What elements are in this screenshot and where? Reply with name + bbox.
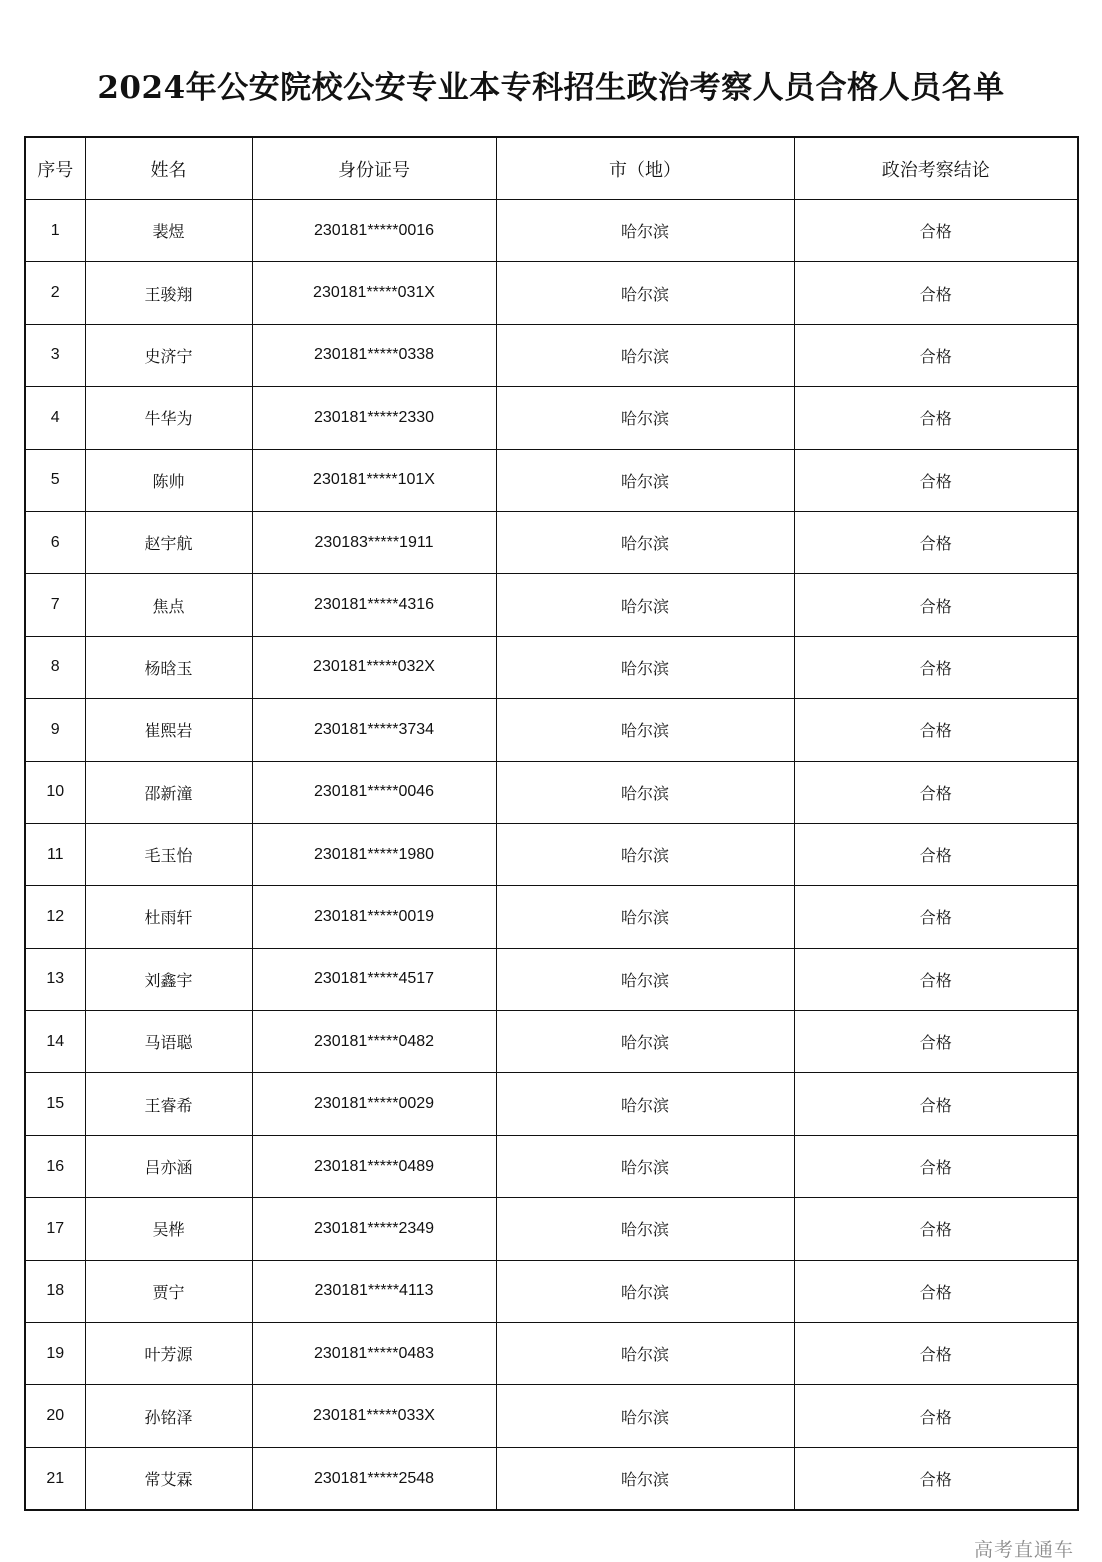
cell-id-number: 230181*****2349 xyxy=(252,1198,496,1260)
cell-id-number: 230181*****0482 xyxy=(252,1011,496,1073)
cell-review-result: 合格 xyxy=(794,262,1078,324)
cell-city: 哈尔滨 xyxy=(496,1135,794,1197)
cell-name: 吴桦 xyxy=(85,1198,252,1260)
cell-city: 哈尔滨 xyxy=(496,699,794,761)
cell-id-number: 230181*****0338 xyxy=(252,324,496,386)
cell-city: 哈尔滨 xyxy=(496,511,794,573)
cell-id-number: 230181*****101X xyxy=(252,449,496,511)
cell-name: 毛玉怡 xyxy=(85,823,252,885)
cell-serial-number: 9 xyxy=(25,699,85,761)
cell-review-result: 合格 xyxy=(794,1135,1078,1197)
cell-city: 哈尔滨 xyxy=(496,823,794,885)
header-city: 市（地） xyxy=(496,137,794,200)
cell-serial-number: 14 xyxy=(25,1011,85,1073)
table-row xyxy=(25,1447,1078,1510)
cell-review-result: 合格 xyxy=(794,1073,1078,1135)
cell-city: 哈尔滨 xyxy=(496,1323,794,1385)
table-row xyxy=(25,1198,1078,1260)
cell-review-result: 合格 xyxy=(794,574,1078,636)
header-name: 姓名 xyxy=(85,137,252,200)
cell-city: 哈尔滨 xyxy=(496,200,794,262)
cell-review-result: 合格 xyxy=(794,636,1078,698)
cell-name: 王骏翔 xyxy=(85,262,252,324)
cell-id-number: 230181*****0489 xyxy=(252,1135,496,1197)
header-id-number: 身份证号 xyxy=(252,137,496,200)
table-body xyxy=(25,200,1078,1511)
table-row xyxy=(25,1011,1078,1073)
cell-name: 史济宁 xyxy=(85,324,252,386)
table-row xyxy=(25,1323,1078,1385)
table-row xyxy=(25,948,1078,1010)
cell-id-number: 230181*****0016 xyxy=(252,200,496,262)
table-row xyxy=(25,324,1078,386)
cell-name: 赵宇航 xyxy=(85,511,252,573)
cell-city: 哈尔滨 xyxy=(496,1260,794,1322)
table-row xyxy=(25,823,1078,885)
cell-id-number: 230181*****0046 xyxy=(252,761,496,823)
cell-id-number: 230181*****031X xyxy=(252,262,496,324)
table-row xyxy=(25,636,1078,698)
table-row xyxy=(25,200,1078,262)
cell-review-result: 合格 xyxy=(794,387,1078,449)
cell-serial-number: 19 xyxy=(25,1323,85,1385)
cell-city: 哈尔滨 xyxy=(496,387,794,449)
cell-city: 哈尔滨 xyxy=(496,449,794,511)
table-row xyxy=(25,699,1078,761)
cell-name: 常艾霖 xyxy=(85,1447,252,1510)
cell-serial-number: 12 xyxy=(25,886,85,948)
cell-serial-number: 18 xyxy=(25,1260,85,1322)
cell-city: 哈尔滨 xyxy=(496,324,794,386)
cell-review-result: 合格 xyxy=(794,1447,1078,1510)
cell-id-number: 230181*****2548 xyxy=(252,1447,496,1510)
cell-name: 杨晗玉 xyxy=(85,636,252,698)
cell-id-number: 230181*****0483 xyxy=(252,1323,496,1385)
cell-serial-number: 8 xyxy=(25,636,85,698)
cell-review-result: 合格 xyxy=(794,886,1078,948)
cell-serial-number: 4 xyxy=(25,387,85,449)
cell-serial-number: 11 xyxy=(25,823,85,885)
cell-serial-number: 2 xyxy=(25,262,85,324)
cell-serial-number: 17 xyxy=(25,1198,85,1260)
cell-name: 邵新潼 xyxy=(85,761,252,823)
table-row xyxy=(25,511,1078,573)
cell-serial-number: 3 xyxy=(25,324,85,386)
cell-id-number: 230181*****032X xyxy=(252,636,496,698)
cell-serial-number: 1 xyxy=(25,200,85,262)
cell-serial-number: 10 xyxy=(25,761,85,823)
cell-name: 焦点 xyxy=(85,574,252,636)
cell-serial-number: 6 xyxy=(25,511,85,573)
page-title: 2024年公安院校公安专业本专科招生政治考察人员合格人员名单 xyxy=(97,70,1005,106)
cell-name: 叶芳源 xyxy=(85,1323,252,1385)
header-review-result: 政治考察结论 xyxy=(794,137,1078,200)
cell-review-result: 合格 xyxy=(794,1011,1078,1073)
cell-review-result: 合格 xyxy=(794,449,1078,511)
cell-city: 哈尔滨 xyxy=(496,636,794,698)
cell-id-number: 230181*****2330 xyxy=(252,387,496,449)
cell-review-result: 合格 xyxy=(794,1198,1078,1260)
table-row xyxy=(25,886,1078,948)
table-row xyxy=(25,387,1078,449)
cell-review-result: 合格 xyxy=(794,761,1078,823)
cell-city: 哈尔滨 xyxy=(496,1447,794,1510)
cell-city: 哈尔滨 xyxy=(496,886,794,948)
table-row xyxy=(25,761,1078,823)
cell-review-result: 合格 xyxy=(794,948,1078,1010)
cell-review-result: 合格 xyxy=(794,1323,1078,1385)
cell-id-number: 230181*****1980 xyxy=(252,823,496,885)
cell-name: 崔熙岩 xyxy=(85,699,252,761)
table-row xyxy=(25,1260,1078,1322)
cell-review-result: 合格 xyxy=(794,511,1078,573)
table-row xyxy=(25,1135,1078,1197)
cell-serial-number: 21 xyxy=(25,1447,85,1510)
cell-id-number: 230181*****0029 xyxy=(252,1073,496,1135)
cell-name: 马语聪 xyxy=(85,1011,252,1073)
table-row xyxy=(25,262,1078,324)
cell-review-result: 合格 xyxy=(794,1260,1078,1322)
cell-name: 牛华为 xyxy=(85,387,252,449)
cell-name: 裴煜 xyxy=(85,200,252,262)
cell-id-number: 230181*****0019 xyxy=(252,886,496,948)
cell-id-number: 230181*****4113 xyxy=(252,1260,496,1322)
table-row xyxy=(25,1073,1078,1135)
cell-review-result: 合格 xyxy=(794,699,1078,761)
cell-id-number: 230181*****4517 xyxy=(252,948,496,1010)
cell-serial-number: 13 xyxy=(25,948,85,1010)
cell-id-number: 230181*****033X xyxy=(252,1385,496,1447)
table-row xyxy=(25,574,1078,636)
cell-name: 贾宁 xyxy=(85,1260,252,1322)
cell-city: 哈尔滨 xyxy=(496,574,794,636)
table-row xyxy=(25,1385,1078,1447)
header-serial-number: 序号 xyxy=(25,137,85,200)
cell-name: 杜雨轩 xyxy=(85,886,252,948)
cell-name: 吕亦涵 xyxy=(85,1135,252,1197)
cell-id-number: 230183*****1911 xyxy=(252,511,496,573)
cell-review-result: 合格 xyxy=(794,1385,1078,1447)
cell-name: 陈帅 xyxy=(85,449,252,511)
cell-name: 王睿希 xyxy=(85,1073,252,1135)
cell-review-result: 合格 xyxy=(794,823,1078,885)
cell-city: 哈尔滨 xyxy=(496,1073,794,1135)
candidate-table xyxy=(24,136,1079,1511)
cell-city: 哈尔滨 xyxy=(496,1198,794,1260)
watermark-text: 高考直通车 xyxy=(973,1539,1074,1561)
cell-city: 哈尔滨 xyxy=(496,262,794,324)
cell-serial-number: 5 xyxy=(25,449,85,511)
table-row xyxy=(25,449,1078,511)
table-header-row xyxy=(25,137,1078,200)
cell-serial-number: 15 xyxy=(25,1073,85,1135)
cell-city: 哈尔滨 xyxy=(496,1385,794,1447)
cell-review-result: 合格 xyxy=(794,200,1078,262)
cell-serial-number: 7 xyxy=(25,574,85,636)
cell-city: 哈尔滨 xyxy=(496,948,794,1010)
cell-city: 哈尔滨 xyxy=(496,1011,794,1073)
cell-review-result: 合格 xyxy=(794,324,1078,386)
cell-id-number: 230181*****3734 xyxy=(252,699,496,761)
cell-name: 孙铭泽 xyxy=(85,1385,252,1447)
cell-city: 哈尔滨 xyxy=(496,761,794,823)
cell-serial-number: 16 xyxy=(25,1135,85,1197)
cell-serial-number: 20 xyxy=(25,1385,85,1447)
cell-name: 刘鑫宇 xyxy=(85,948,252,1010)
cell-id-number: 230181*****4316 xyxy=(252,574,496,636)
